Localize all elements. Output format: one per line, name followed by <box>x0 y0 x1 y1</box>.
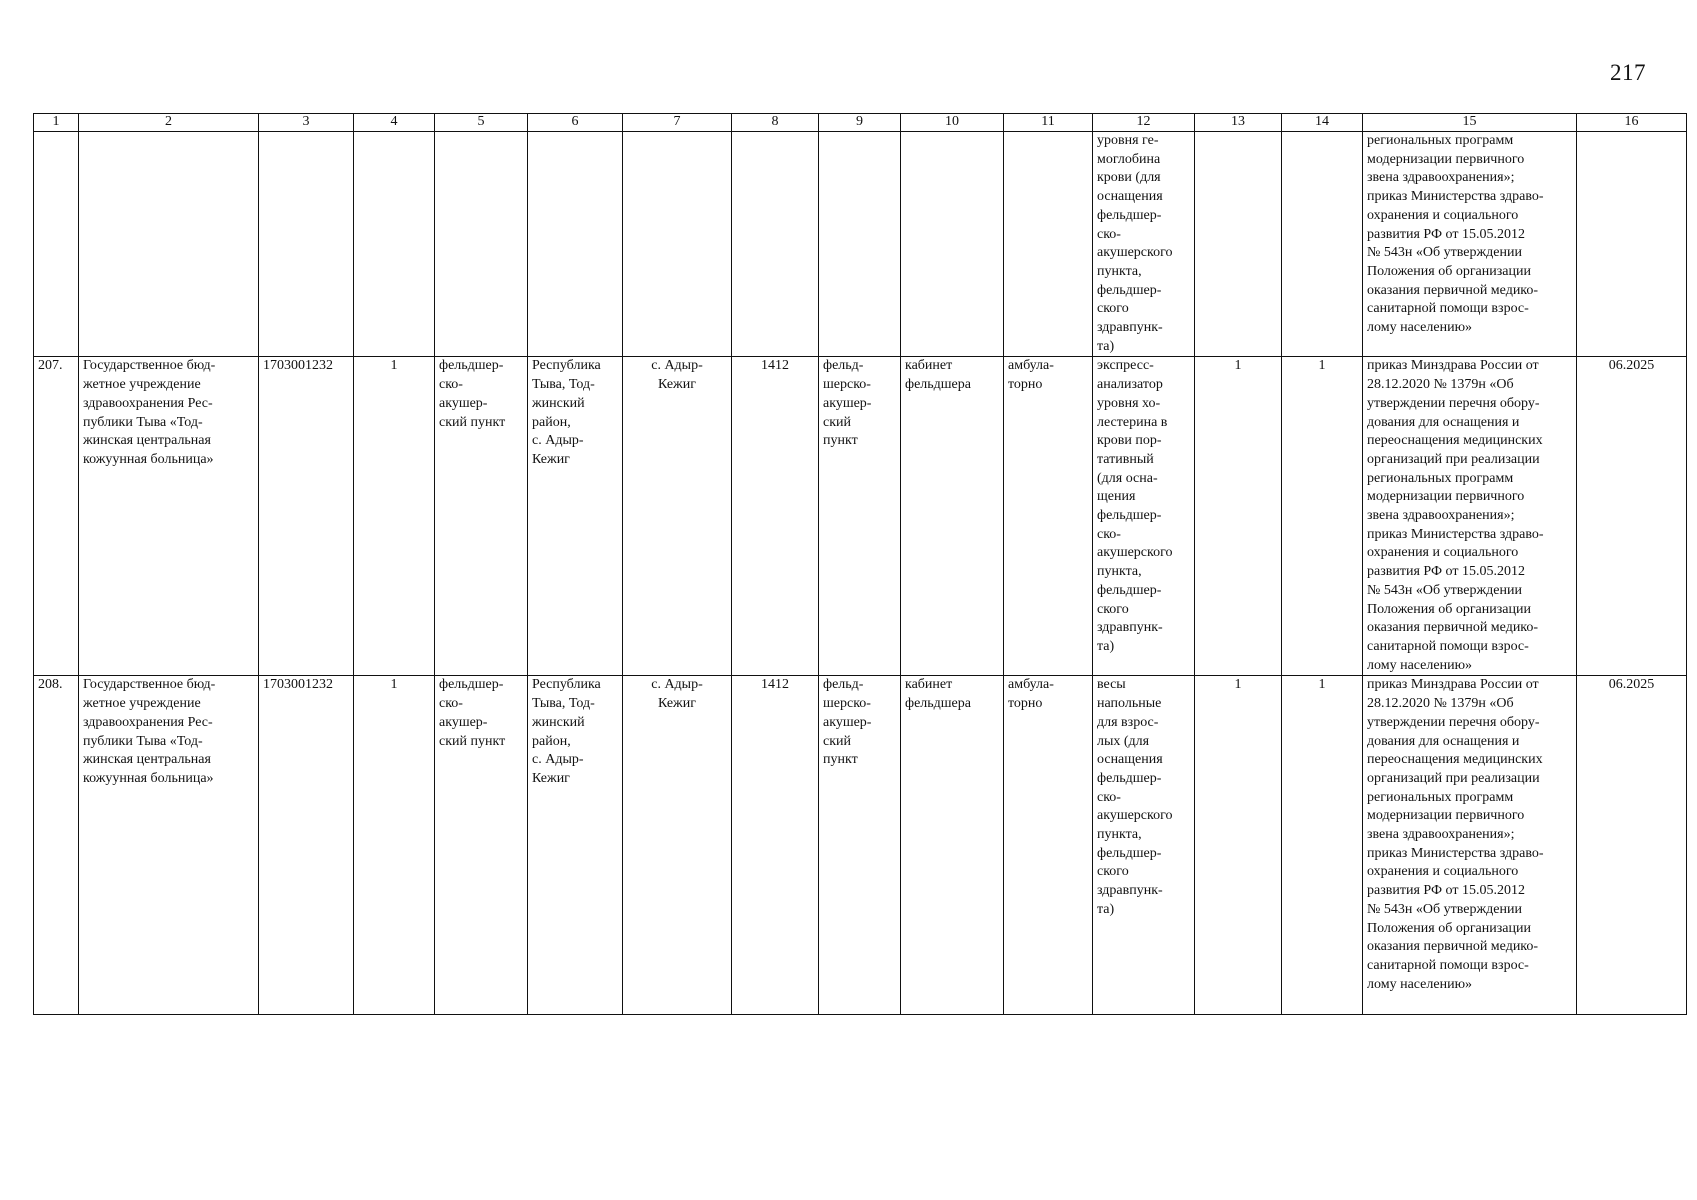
facility-type-cell <box>435 132 528 357</box>
column-number: 7 <box>623 114 732 132</box>
table-row <box>34 676 1687 1015</box>
equipment-cell: весы напольные для взрос- лых (для оснащения фельдшер- ско- акушерского пункта, фельдшер- ского здравпунк- та) <box>1093 676 1195 1015</box>
col8-cell <box>732 132 819 357</box>
table-row-continuation <box>34 132 1687 357</box>
col13-cell <box>1195 132 1282 357</box>
organization-cell: Государственное бюд- жетное учреждение здравоохранения Рес- публики Тыва «Тод- жинская центральная кожуунная больница» <box>79 676 259 1015</box>
col14-cell <box>1282 132 1363 357</box>
date-cell <box>1577 132 1687 357</box>
basis-cell: региональных программ модернизации первичного звена здравоохранения»; приказ Министерства здраво- охранения и социального развития РФ от 15.05.2012 № 543н «Об утверждении Положения об организации оказания первичной медико- санитарной помощи взрос- лому населению» <box>1363 132 1577 357</box>
row-number-cell: 207. <box>34 357 79 676</box>
care-type-cell: амбула- торно <box>1004 357 1093 676</box>
col13-cell: 1 <box>1195 357 1282 676</box>
col13-cell: 1 <box>1195 676 1282 1015</box>
inn-cell: 1703001232 <box>259 357 354 676</box>
column-number: 3 <box>259 114 354 132</box>
row-number-cell <box>34 132 79 357</box>
unit-cell <box>819 132 901 357</box>
column-number: 9 <box>819 114 901 132</box>
col4-cell: 1 <box>354 357 435 676</box>
column-number: 4 <box>354 114 435 132</box>
column-number: 12 <box>1093 114 1195 132</box>
room-cell: кабинет фельдшера <box>901 357 1004 676</box>
facility-type-cell: фельдшер- ско- акушер- ский пункт <box>435 676 528 1015</box>
settlement-cell: с. Адыр- Кежиг <box>623 357 732 676</box>
column-number: 1 <box>34 114 79 132</box>
column-number: 10 <box>901 114 1004 132</box>
page-number: 217 <box>1610 60 1646 85</box>
room-cell <box>901 132 1004 357</box>
organization-cell <box>79 132 259 357</box>
facility-type-cell: фельдшер- ско- акушер- ский пункт <box>435 357 528 676</box>
col4-cell <box>354 132 435 357</box>
equipment-cell: экспресс- анализатор уровня хо- лестерина в крови пор- тативный (для осна- щения фельдшер- ско- акушерского пункта, фельдшер- ского здравпунк- та) <box>1093 357 1195 676</box>
care-type-cell <box>1004 132 1093 357</box>
column-number: 14 <box>1282 114 1363 132</box>
column-number: 15 <box>1363 114 1577 132</box>
inn-cell <box>259 132 354 357</box>
address-cell: Республика Тыва, Тод- жинский район, с. Адыр- Кежиг <box>528 676 623 1015</box>
column-number: 2 <box>79 114 259 132</box>
column-number: 6 <box>528 114 623 132</box>
col14-cell: 1 <box>1282 676 1363 1015</box>
inn-cell: 1703001232 <box>259 676 354 1015</box>
basis-cell: приказ Минздрава России от 28.12.2020 № 1379н «Об утверждении перечня обору- дования для оснащения и переоснащения медицинских организаций при реализации региональных программ модернизации первичного звена здравоохранения»; приказ Министерства здраво- охранения и социального развития РФ от 15.05.2012 № 543н «Об утверждении Положения об организации оказания первичной медико- санитарной помощи взрос- лому населению» <box>1363 357 1577 676</box>
settlement-cell: с. Адыр- Кежиг <box>623 676 732 1015</box>
col4-cell: 1 <box>354 676 435 1015</box>
address-cell: Республика Тыва, Тод- жинский район, с. Адыр- Кежиг <box>528 357 623 676</box>
equipment-cell: уровня ге- моглобина крови (для оснащения фельдшер- ско- акушерского пункта, фельдшер- ского здравпунк- та) <box>1093 132 1195 357</box>
date-cell: 06.2025 <box>1577 676 1687 1015</box>
room-cell: кабинет фельдшера <box>901 676 1004 1015</box>
settlement-cell <box>623 132 732 357</box>
row-number-cell: 208. <box>34 676 79 1015</box>
care-type-cell: амбула- торно <box>1004 676 1093 1015</box>
unit-cell: фельд- шерско- акушер- ский пункт <box>819 357 901 676</box>
column-number: 11 <box>1004 114 1093 132</box>
unit-cell: фельд- шерско- акушер- ский пункт <box>819 676 901 1015</box>
address-cell <box>528 132 623 357</box>
column-number: 13 <box>1195 114 1282 132</box>
column-number: 5 <box>435 114 528 132</box>
table-row <box>34 357 1687 676</box>
col8-cell: 1412 <box>732 357 819 676</box>
basis-cell: приказ Минздрава России от 28.12.2020 № 1379н «Об утверждении перечня обору- дования для оснащения и переоснащения медицинских организаций при реализации региональных программ модернизации первичного звена здравоохранения»; приказ Министерства здраво- охранения и социального развития РФ от 15.05.2012 № 543н «Об утверждении Положения об организации оказания первичной медико- санитарной помощи взрос- лому населению» <box>1363 676 1577 1015</box>
column-number-row <box>34 114 1687 132</box>
date-cell: 06.2025 <box>1577 357 1687 676</box>
equipment-table <box>33 113 1687 1015</box>
column-number: 8 <box>732 114 819 132</box>
col14-cell: 1 <box>1282 357 1363 676</box>
column-number: 16 <box>1577 114 1687 132</box>
organization-cell: Государственное бюд- жетное учреждение здравоохранения Рес- публики Тыва «Тод- жинская центральная кожуунная больница» <box>79 357 259 676</box>
col8-cell: 1412 <box>732 676 819 1015</box>
